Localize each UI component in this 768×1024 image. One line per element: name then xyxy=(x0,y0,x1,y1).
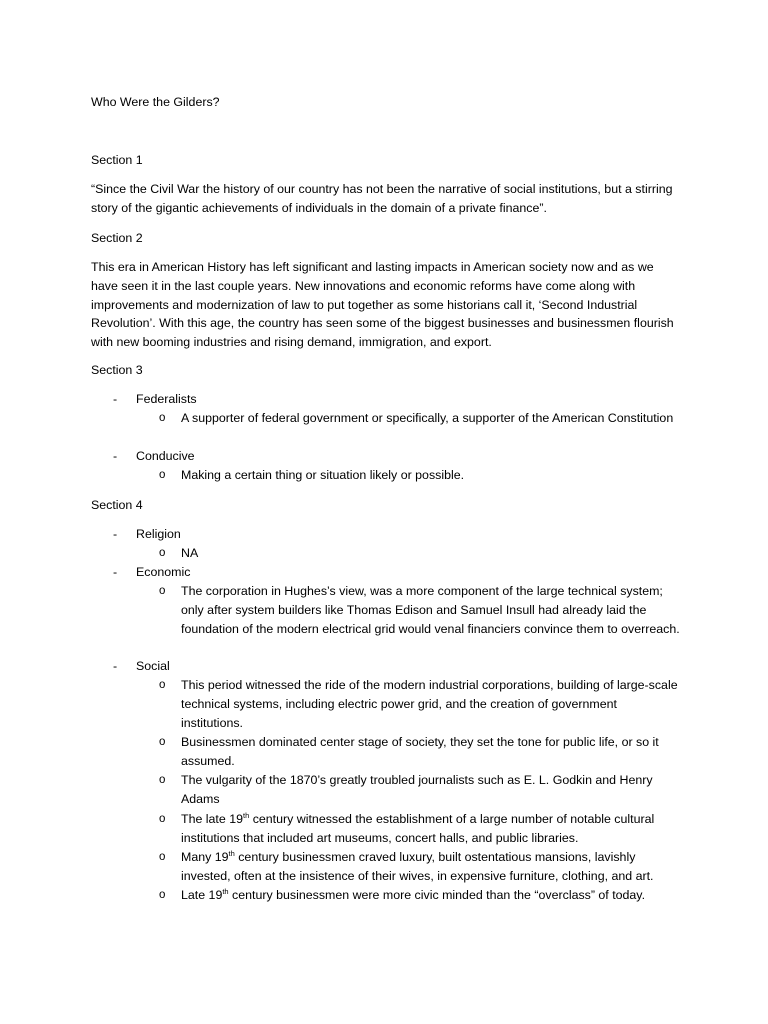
section-1-heading: Section 1 xyxy=(91,153,143,167)
list-item-text: The late 19th century witnessed the establishment of a large number of notable cultural institutions that included art museums, concert halls, and public libraries. xyxy=(181,810,655,845)
term-label: Religion xyxy=(136,527,181,541)
section-1-quote: “Since the Civil War the history of our country has not been the narrative of social institutions, but a stirring story of the gigantic achievements of individuals in the domain of a private finance”. xyxy=(91,182,673,215)
list-dash: - xyxy=(113,449,118,463)
definition-text: Making a certain thing or situation likely or possible. xyxy=(181,468,465,482)
list-item-text: Late 19th century businessmen were more civic minded than the “overclass” of today. xyxy=(181,886,646,902)
circle-bullet-icon: o xyxy=(159,774,166,786)
circle-bullet-icon: o xyxy=(159,851,166,863)
list-dash: - xyxy=(113,392,118,406)
list-item-text: Many 19th century businessmen craved luxury, built ostentatious mansions, lavishly invested, often at the insistence of their wives, in expensive furniture, clothing, and art. xyxy=(181,848,654,883)
document-title: Who Were the Gilders? xyxy=(91,95,220,109)
list-item-text: This period witnessed the ride of the modern industrial corporations, building of large-scale technical systems, including electric power grid, and the creation of government institutions. xyxy=(181,678,678,730)
list-item-text: The vulgarity of the 1870’s greatly troubled journalists such as E. L. Godkin and Henry Adams xyxy=(181,773,653,806)
list-item-text: NA xyxy=(181,546,199,560)
list-dash: - xyxy=(113,527,118,541)
list-item-text: Businessmen dominated center stage of society, they set the tone for public life, or so it assumed. xyxy=(181,735,659,768)
circle-bullet-icon: o xyxy=(159,736,166,748)
list-item-text: The corporation in Hughes’s view, was a more component of the large technical system; only after system builders like Thomas Edison and Samuel Insull had already laid the foundation of the modern electrical grid would venal financiers convince them to overreach. xyxy=(181,584,680,636)
circle-bullet-icon: o xyxy=(159,469,166,481)
circle-bullet-icon: o xyxy=(159,679,166,691)
circle-bullet-icon: o xyxy=(159,547,166,559)
section-3-heading: Section 3 xyxy=(91,363,143,377)
section-4-heading: Section 4 xyxy=(91,498,143,512)
section-2-paragraph: This era in American History has left significant and lasting impacts in American society now and as we have seen it in the last couple years. New innovations and economic reforms have come along with improvements and modernization of law to put together as some historians call it, ‘Second Industrial Revolution’. With this age, the country has seen some of the biggest businesses and businessmen flourish with new booming industries and rising demand, immigration, and export. xyxy=(91,260,674,350)
term-label: Federalists xyxy=(136,392,197,406)
circle-bullet-icon: o xyxy=(159,412,166,424)
term-label: Social xyxy=(136,659,170,673)
list-dash: - xyxy=(113,565,118,579)
circle-bullet-icon: o xyxy=(159,585,166,597)
term-label: Economic xyxy=(136,565,191,579)
section-2-heading: Section 2 xyxy=(91,231,143,245)
term-label: Conducive xyxy=(136,449,195,463)
list-dash: - xyxy=(113,659,118,673)
circle-bullet-icon: o xyxy=(159,813,166,825)
circle-bullet-icon: o xyxy=(159,889,166,901)
definition-text: A supporter of federal government or specifically, a supporter of the American Constitution xyxy=(181,411,674,425)
